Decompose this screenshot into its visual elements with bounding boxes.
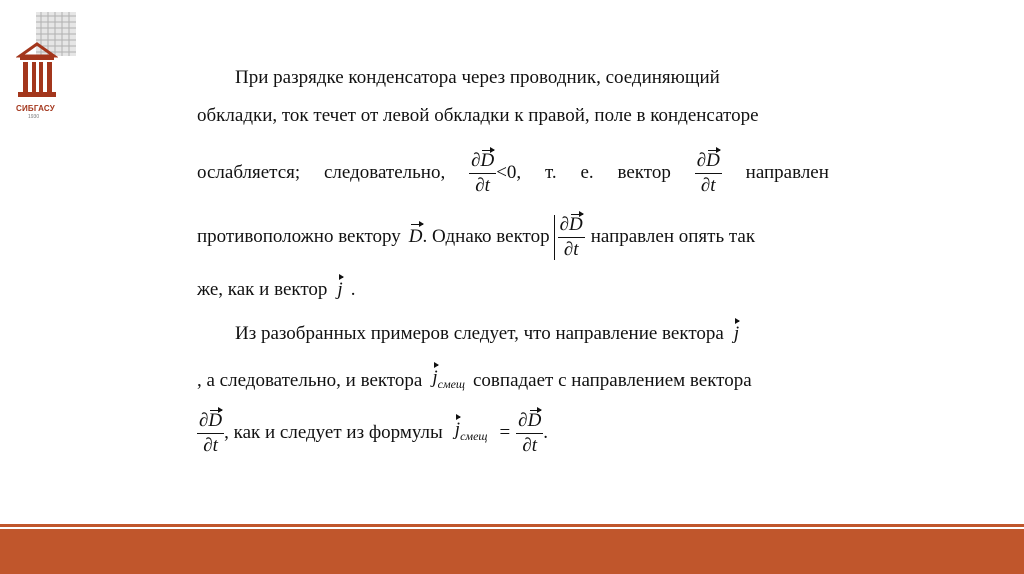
logo-text: СИБГАСУ <box>16 104 55 113</box>
p1-line1: При разрядке конденсатора через проводник, соединяющий <box>235 67 720 88</box>
vector-j-smesh: $j_{смещ}$ <box>454 419 488 443</box>
text-fragment: е. <box>580 162 594 183</box>
p1-line4: противоположно вектору D . Однако вектор $\frac{\partial D}{\partial t}$ направлен опять так <box>197 213 756 260</box>
accent-line <box>0 524 1024 527</box>
text-fragment: ослабляется; <box>197 162 301 183</box>
text-fragment: следовательно, <box>324 162 446 183</box>
p1-line3 <box>197 150 829 196</box>
fraction-dD-dt-abs: $\frac{\partial D}{\partial t}$ <box>554 215 585 260</box>
inline-formula: $\frac{\partial D}{\partial t}$ <0, <box>471 149 522 196</box>
p2-line3: $\frac{\partial D}{\partial t}$ , как и следует из формулы $j_{смещ}$ = $\frac{\partial D}{\partial t}$ . <box>199 409 549 456</box>
footer-band <box>0 529 1024 574</box>
fraction-dD-dt: $\frac{\partial D}{\partial t}$ <box>518 409 542 456</box>
vector-j: j <box>733 323 740 344</box>
text-fragment: вектор <box>617 162 671 183</box>
p2-line2: , а следовательно, и вектора $j_{смещ}$ совпадает с направлением вектора <box>197 366 829 396</box>
vector-D: D <box>408 226 423 247</box>
vector-j: j <box>337 279 343 300</box>
text-fragment: направлен <box>745 162 829 183</box>
p2-line1: Из разобранных примеров следует, что направление вектора j <box>235 323 740 344</box>
building-icon <box>16 42 58 104</box>
p1-line5: же, как и вектор j . <box>197 279 356 300</box>
p1-line2: обкладки, ток течет от левой обкладки к правой, поле в конденсаторе <box>197 105 759 126</box>
text-fragment: т. <box>545 162 557 183</box>
logo <box>16 12 76 120</box>
logo-subtext: 1930 <box>28 114 40 120</box>
fraction-dD-dt: $\frac{\partial D}{\partial t}$ <box>199 409 223 456</box>
vector-j-smesh: $j_{смещ}$ <box>432 367 465 391</box>
equals-sign: = <box>499 422 511 443</box>
fraction-dD-dt: $\frac{\partial D}{\partial t}$ <box>471 149 495 196</box>
fraction-dD-dt: $\frac{\partial D}{\partial t}$ <box>696 149 720 196</box>
